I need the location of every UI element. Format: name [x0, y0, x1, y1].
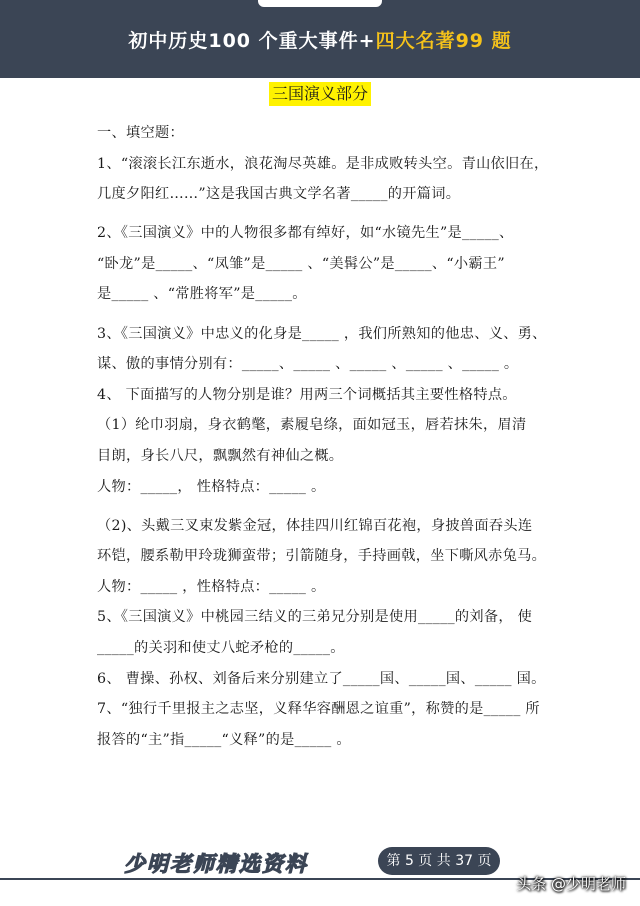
text-line: 人物：_____ ，性格特点：_____ 。 [97, 578, 326, 595]
text-line: 7、“独行千里报主之志坚，义释华容酬恩之谊重”，称赞的是_____ 所 [97, 701, 540, 718]
text-line: 报答的“主”指_____“义释”的是_____ 。 [97, 731, 351, 748]
text-line: 环铠，腰系勒甲玲珑狮蛮带；引箭随身，手持画戟，坐下嘶风赤兔马。 [97, 548, 547, 565]
text-line: 3、《三国演义》中忠义的化身是_____ ，我们所熟知的他忠、义、勇、 [97, 325, 547, 342]
text-line: 一、填空题： [97, 125, 184, 141]
text-line: 1、“滚滚长江东逝水，浪花淘尽英雄。是非成败转头空。青山依旧在， [97, 155, 549, 172]
paragraph-gap [97, 210, 547, 219]
page-header [0, 0, 640, 78]
text-line: 目朗，身长八尺，飘飘然有神仙之概。 [97, 447, 344, 464]
text-line: （2)、头戴三叉束发紫金冠，体挂四川红锦百花袍，身披兽面吞头连 [97, 517, 533, 534]
text-line: 2、《三国演义》中的人物很多都有绰好，如“水镜先生”是_____、 [97, 225, 514, 242]
header-tab-decoration [258, 0, 382, 7]
header-title-highlight: 四大名著99 题 [375, 30, 512, 52]
header-title-main: 初中历史100 个重大事件+ [128, 30, 376, 52]
paragraph-gap [97, 502, 547, 511]
text-line: 5、《三国演义》中桃园三结义的三弟兄分别是使用_____的刘备， 使 [97, 609, 533, 626]
text-line: “卧龙”是_____、“凤雏”是_____ 、“美髯公”是_____、“小霸王” [97, 255, 505, 272]
question-content [97, 118, 547, 755]
section-title-wrap [0, 82, 640, 106]
page-number-badge: 第 5 页 共 37 页 [378, 847, 500, 875]
text-line: 几度夕阳红……”这是我国古典文学名著_____的开篇词。 [97, 186, 461, 203]
text-line: 6、 曹操、孙权、刘备后来分别建立了_____国、_____国、_____ 国。 [97, 670, 546, 687]
text-line: 4、 下面描写的人物分别是谁？用两三个词概括其主要性格特点。 [97, 386, 517, 403]
watermark: 头条 @少明老师 [516, 875, 626, 893]
footer-brand-text: 少明老师精选资料 [124, 852, 308, 876]
section-title: 三国演义部分 [269, 82, 371, 106]
header-title [0, 26, 640, 53]
paragraph-gap [97, 310, 547, 319]
text-line: 谋、傲的事情分别有：_____、_____ 、_____ 、_____ 、_____ 。 [97, 356, 519, 373]
text-line: 是_____ 、“常胜将军”是_____。 [97, 286, 307, 303]
text-line: （1）纶巾羽扇，身衣鹤氅，素履皂绦，面如冠玉，唇若抹朱，眉清 [97, 417, 527, 434]
text-line: 人物：_____， 性格特点：_____ 。 [97, 478, 326, 495]
text-line: _____的关羽和使丈八蛇矛枪的_____。 [97, 640, 345, 656]
